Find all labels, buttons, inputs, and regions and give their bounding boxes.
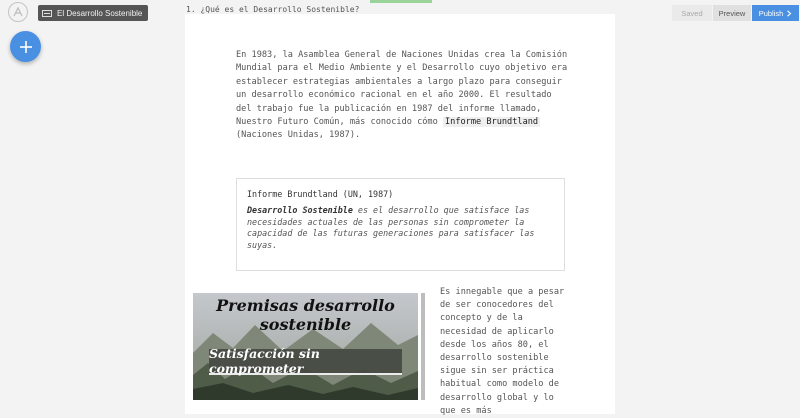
preview-button[interactable]: Preview xyxy=(713,5,751,21)
progress-indicator xyxy=(370,0,432,3)
chevron-right-icon xyxy=(786,10,792,17)
saved-status: Saved xyxy=(672,5,712,21)
image-subtitle: Satisfacción sin comprometer xyxy=(209,349,402,375)
intro-paragraph[interactable]: En 1983, la Asamblea General de Naciones Unidas crea la Comisión Mundial para el Medio Ambiente y el Desarrollo cuyo objetivo era establecer estrategias ambientales a largo plazo para conseguir un desarrollo económico racional en el año 2000. El resultado del trabajo fue la publicación en 1987 del informe llamado, Nuestro Futuro Común, más conocido cómo Informe Brundtland (Naciones Unidas, 1987). xyxy=(236,50,568,141)
side-paragraph[interactable]: Es innegable que a pesar de ser conocedores del concepto y de la necesidad de aplicarlo desde los años 80, el desarrollo sostenible sigue sin ser práctica habitual como modelo de desarrollo global y lo que es más xyxy=(440,287,565,416)
image-title: Premisas desarrollo sostenible xyxy=(216,296,395,334)
publish-label: Publish xyxy=(758,8,784,18)
plus-icon xyxy=(19,40,33,54)
content-image[interactable] xyxy=(193,293,418,400)
definition-term: Desarrollo Sostenible xyxy=(247,205,353,215)
question-title[interactable]: 1. ¿Qué es el Desarrollo Sostenible? xyxy=(186,5,360,14)
add-button[interactable] xyxy=(10,31,41,62)
document-icon xyxy=(42,10,52,17)
document-tab-label: El Desarrollo Sostenible xyxy=(57,8,143,18)
definition-text: Desarrollo Sostenible es el desarrollo que satisface las necesidades actuales de las personas sin comprometer la capacidad de las futuras generaciones para satisfacer las suyas. xyxy=(247,205,535,250)
document-tab[interactable] xyxy=(38,5,148,21)
image-divider xyxy=(421,293,425,400)
definition-title: Informe Brundtland (UN, 1987) xyxy=(247,189,394,199)
publish-button[interactable] xyxy=(752,5,799,21)
definition-box[interactable] xyxy=(236,178,565,271)
highlighted-term: Informe Brundtland xyxy=(444,117,539,128)
app-logo-icon[interactable] xyxy=(8,2,28,22)
